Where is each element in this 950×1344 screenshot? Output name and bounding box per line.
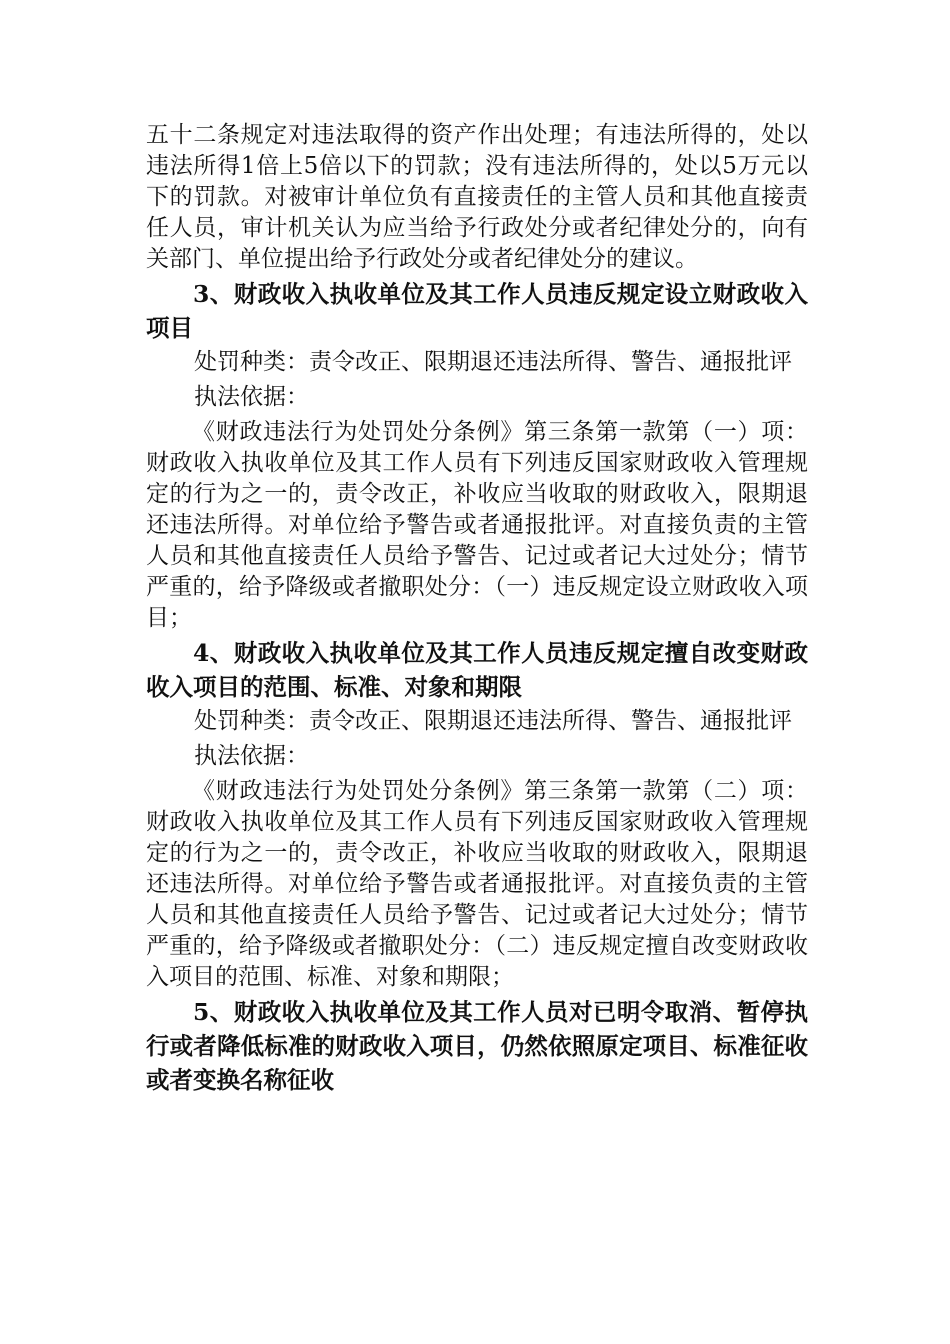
document-page	[146, 120, 808, 1099]
section-heading: 4、财政收入执收单位及其工作人员违反规定擅自改变财政收入项目的范围、标准、对象和期限	[146, 639, 808, 701]
section-5	[146, 995, 808, 1097]
penalty-type: 处罚种类：责令改正、限期退还违法所得、警告、通报批评	[194, 349, 792, 375]
basis-label: 执法依据：	[194, 743, 309, 769]
section-heading: 5、财政收入执收单位及其工作人员对已明令取消、暂停执行或者降低标准的财政收入项目，仍然依照原定项目、标准征收或者变换名称征收	[146, 998, 808, 1094]
intro-paragraph: 五十二条规定对违法取得的资产作出处理；有违法所得的，处以违法所得1倍上5倍以下的罚款；没有违法所得的，处以5万元以下的罚款。对被审计单位负有直接责任的主管人员和其他直接责任人员，审计机关认为应当给予行政处分或者纪律处分的，向有关部门、单位提出给予行政处分或者纪律处分的建议。	[146, 122, 808, 272]
section-4	[146, 636, 808, 993]
basis-text: 《财政违法行为处罚处分条例》第三条第一款第（一）项：财政收入执收单位及其工作人员有下列违反国家财政收入管理规定的行为之一的，责令改正，补收应当收取的财政收入，限期退还违法所得。对单位给予警告或者通报批评。对直接负责的主管人员和其他直接责任人员给予警告、记过或者记大过处分；情节严重的，给予降级或者撤职处分：（一）违反规定设立财政收入项目；	[146, 419, 808, 631]
basis-text: 《财政违法行为处罚处分条例》第三条第一款第（二）项：财政收入执收单位及其工作人员有下列违反国家财政收入管理规定的行为之一的，责令改正，补收应当收取的财政收入，限期退还违法所得。对单位给予警告或者通报批评。对直接负责的主管人员和其他直接责任人员给予警告、记过或者记大过处分；情节严重的，给予降级或者撤职处分：（二）违反规定擅自改变财政收入项目的范围、标准、对象和期限；	[146, 778, 808, 990]
section-heading: 3、财政收入执收单位及其工作人员违反规定设立财政收入项目	[146, 280, 808, 342]
section-3	[146, 277, 808, 634]
penalty-type: 处罚种类：责令改正、限期退还违法所得、警告、通报批评	[194, 708, 792, 734]
basis-label: 执法依据：	[194, 384, 309, 410]
